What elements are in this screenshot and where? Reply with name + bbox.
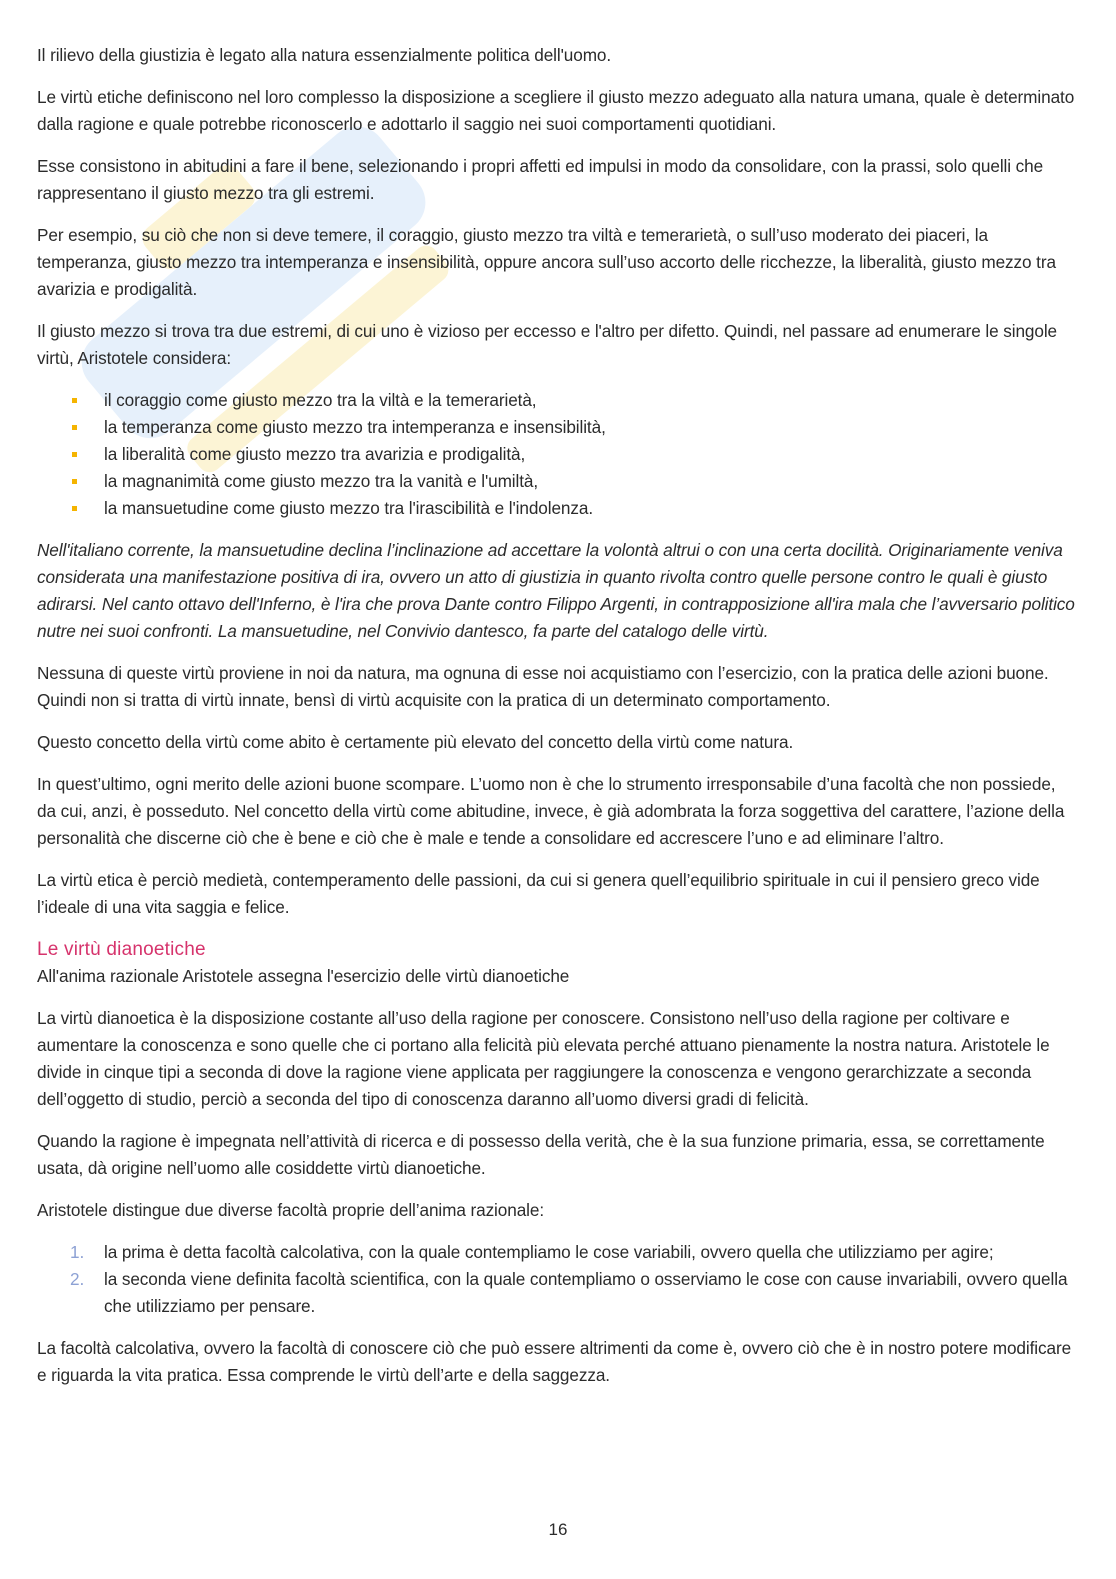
paragraph: Nessuna di queste virtù proviene in noi da natura, ma ognuna di esse noi acquistiamo con l’esercizio, con la pratica delle azioni buone. Quindi non si tratta di virtù innate, bensì di virtù acquisite con la pratica di un determinato comportamento. — [37, 663, 1049, 710]
paragraph: Aristotele distingue due diverse facoltà proprie dell’anima razionale: — [37, 1200, 545, 1220]
list-item: la mansuetudine come giusto mezzo tra l'irascibilità e l'indolenza. — [37, 495, 1077, 522]
list-item: il coraggio come giusto mezzo tra la viltà e la temerarietà, — [37, 387, 1077, 414]
section-intro: All'anima razionale Aristotele assegna l'esercizio delle virtù dianoetiche — [37, 966, 570, 986]
list-number: 2. — [70, 1269, 85, 1289]
list-item: 1. la prima è detta facoltà calcolativa, con la quale contempliamo le cose variabili, ovvero quella che utilizziamo per agire; — [37, 1239, 1077, 1266]
list-item: la temperanza come giusto mezzo tra intemperanza e insensibilità, — [37, 414, 1077, 441]
virtues-list — [37, 387, 1077, 522]
paragraph: Il rilievo della giustizia è legato alla natura essenzialmente politica dell'uomo. — [37, 45, 612, 65]
bullet-icon — [72, 506, 77, 511]
section-heading: Le virtù dianoetiche — [37, 939, 206, 960]
paragraph: Esse consistono in abitudini a fare il bene, selezionando i propri affetti ed impulsi in modo da consolidare, con la prassi, solo quelli che rappresentano il giusto mezzo tra gli estremi. — [37, 156, 1044, 203]
bullet-icon — [72, 425, 77, 430]
faculties-list — [37, 1239, 1077, 1320]
paragraph: Le virtù etiche definiscono nel loro complesso la disposizione a scegliere il giusto mezzo adeguato alla natura umana, quale è determinato dalla ragione e quale potrebbe riconoscerlo e adottarlo il saggio nei suoi comportamenti quotidiani. — [37, 87, 1075, 134]
page-number: 16 — [548, 1520, 568, 1539]
paragraph: Questo concetto della virtù come abito è certamente più elevato del concetto della virtù come natura. — [37, 732, 794, 752]
paragraph: In quest’ultimo, ogni merito delle azioni buone scompare. L’uomo non è che lo strumento irresponsabile d’una facoltà che non possiede, da cui, anzi, è posseduto. Nel concetto della virtù come abitudine, invece, è già adombrata la forza soggettiva del carattere, l’azione della personalità che discerne ciò che è bene e ciò che è male e tende a consolidare ed accrescere l’uno e ad eliminare l’altro. — [37, 774, 1065, 848]
paragraph: Quando la ragione è impegnata nell’attività di ricerca e di possesso della verità, che è la sua funzione primaria, essa, se correttamente usata, dà origine nell’uomo alle cosiddette virtù dianoetiche. — [37, 1131, 1045, 1178]
paragraph: La facoltà calcolativa, ovvero la facoltà di conoscere ciò che può essere altrimenti da come è, ovvero ciò che è in nostro potere modificare e riguarda la vita pratica. Essa comprende le virtù dell’arte e della saggezza. — [37, 1338, 1072, 1385]
list-item: la magnanimità come giusto mezzo tra la vanità e l'umiltà, — [37, 468, 1077, 495]
paragraph: La virtù dianoetica è la disposizione costante all’uso della ragione per conoscere. Consistono nell’uso della ragione per coltivare e aumentare la conoscenza e sono quelle che ci portano alla felicità più elevata perché attuano pienamente la nostra natura. Aristotele le divide in cinque tipi a seconda di dove la ragione viene applicata per raggiungere la conoscenza e vengono gerarchizzate a seconda dell’oggetto di studio, perciò a seconda del tipo di conoscenza daranno all’uomo diversi gradi di felicità. — [37, 1008, 1050, 1109]
italic-note: Nell'italiano corrente, la mansuetudine declina l’inclinazione ad accettare la volontà altrui o con una certa docilità. Originariamente veniva considerata una manifestazione positiva di ira, ovvero un atto di giustizia in quanto rivolta contro quelle persone contro le quali è giusto adirarsi. Nel canto ottavo dell'Inferno, è l'ira che prova Dante contro Filippo Argenti, in contrapposizione all'ira mala che l’avversario politico nutre nei suoi confronti. La mansuetudine, nel Convivio dantesco, fa parte del catalogo delle virtù. — [37, 540, 1075, 641]
bullet-icon — [72, 479, 77, 484]
list-item: la liberalità come giusto mezzo tra avarizia e prodigalità, — [37, 441, 1077, 468]
paragraph: La virtù etica è perciò medietà, contemperamento delle passioni, da cui si genera quell’equilibrio spirituale in cui il pensiero greco vide l’ideale di una vita saggia e felice. — [37, 870, 1040, 917]
bullet-icon — [72, 398, 77, 403]
paragraph: Per esempio, su ciò che non si deve temere, il coraggio, giusto mezzo tra viltà e temerarietà, o sull’uso moderato dei piaceri, la temperanza, giusto mezzo tra intemperanza e insensibilità, oppure ancora sull’uso accorto delle ricchezze, la liberalità, giusto mezzo tra avarizia e prodigalità. — [37, 225, 1056, 299]
list-item: 2. la seconda viene definita facoltà scientifica, con la quale contempliamo o osserviamo le cose con cause invariabili, ovvero quella che utilizziamo per pensare. — [37, 1266, 1077, 1320]
list-number: 1. — [70, 1242, 85, 1262]
document-page — [37, 42, 1077, 1404]
bullet-icon — [72, 452, 77, 457]
paragraph: Il giusto mezzo si trova tra due estremi, di cui uno è vizioso per eccesso e l'altro per difetto. Quindi, nel passare ad enumerare le singole virtù, Aristotele considera: — [37, 321, 1058, 368]
